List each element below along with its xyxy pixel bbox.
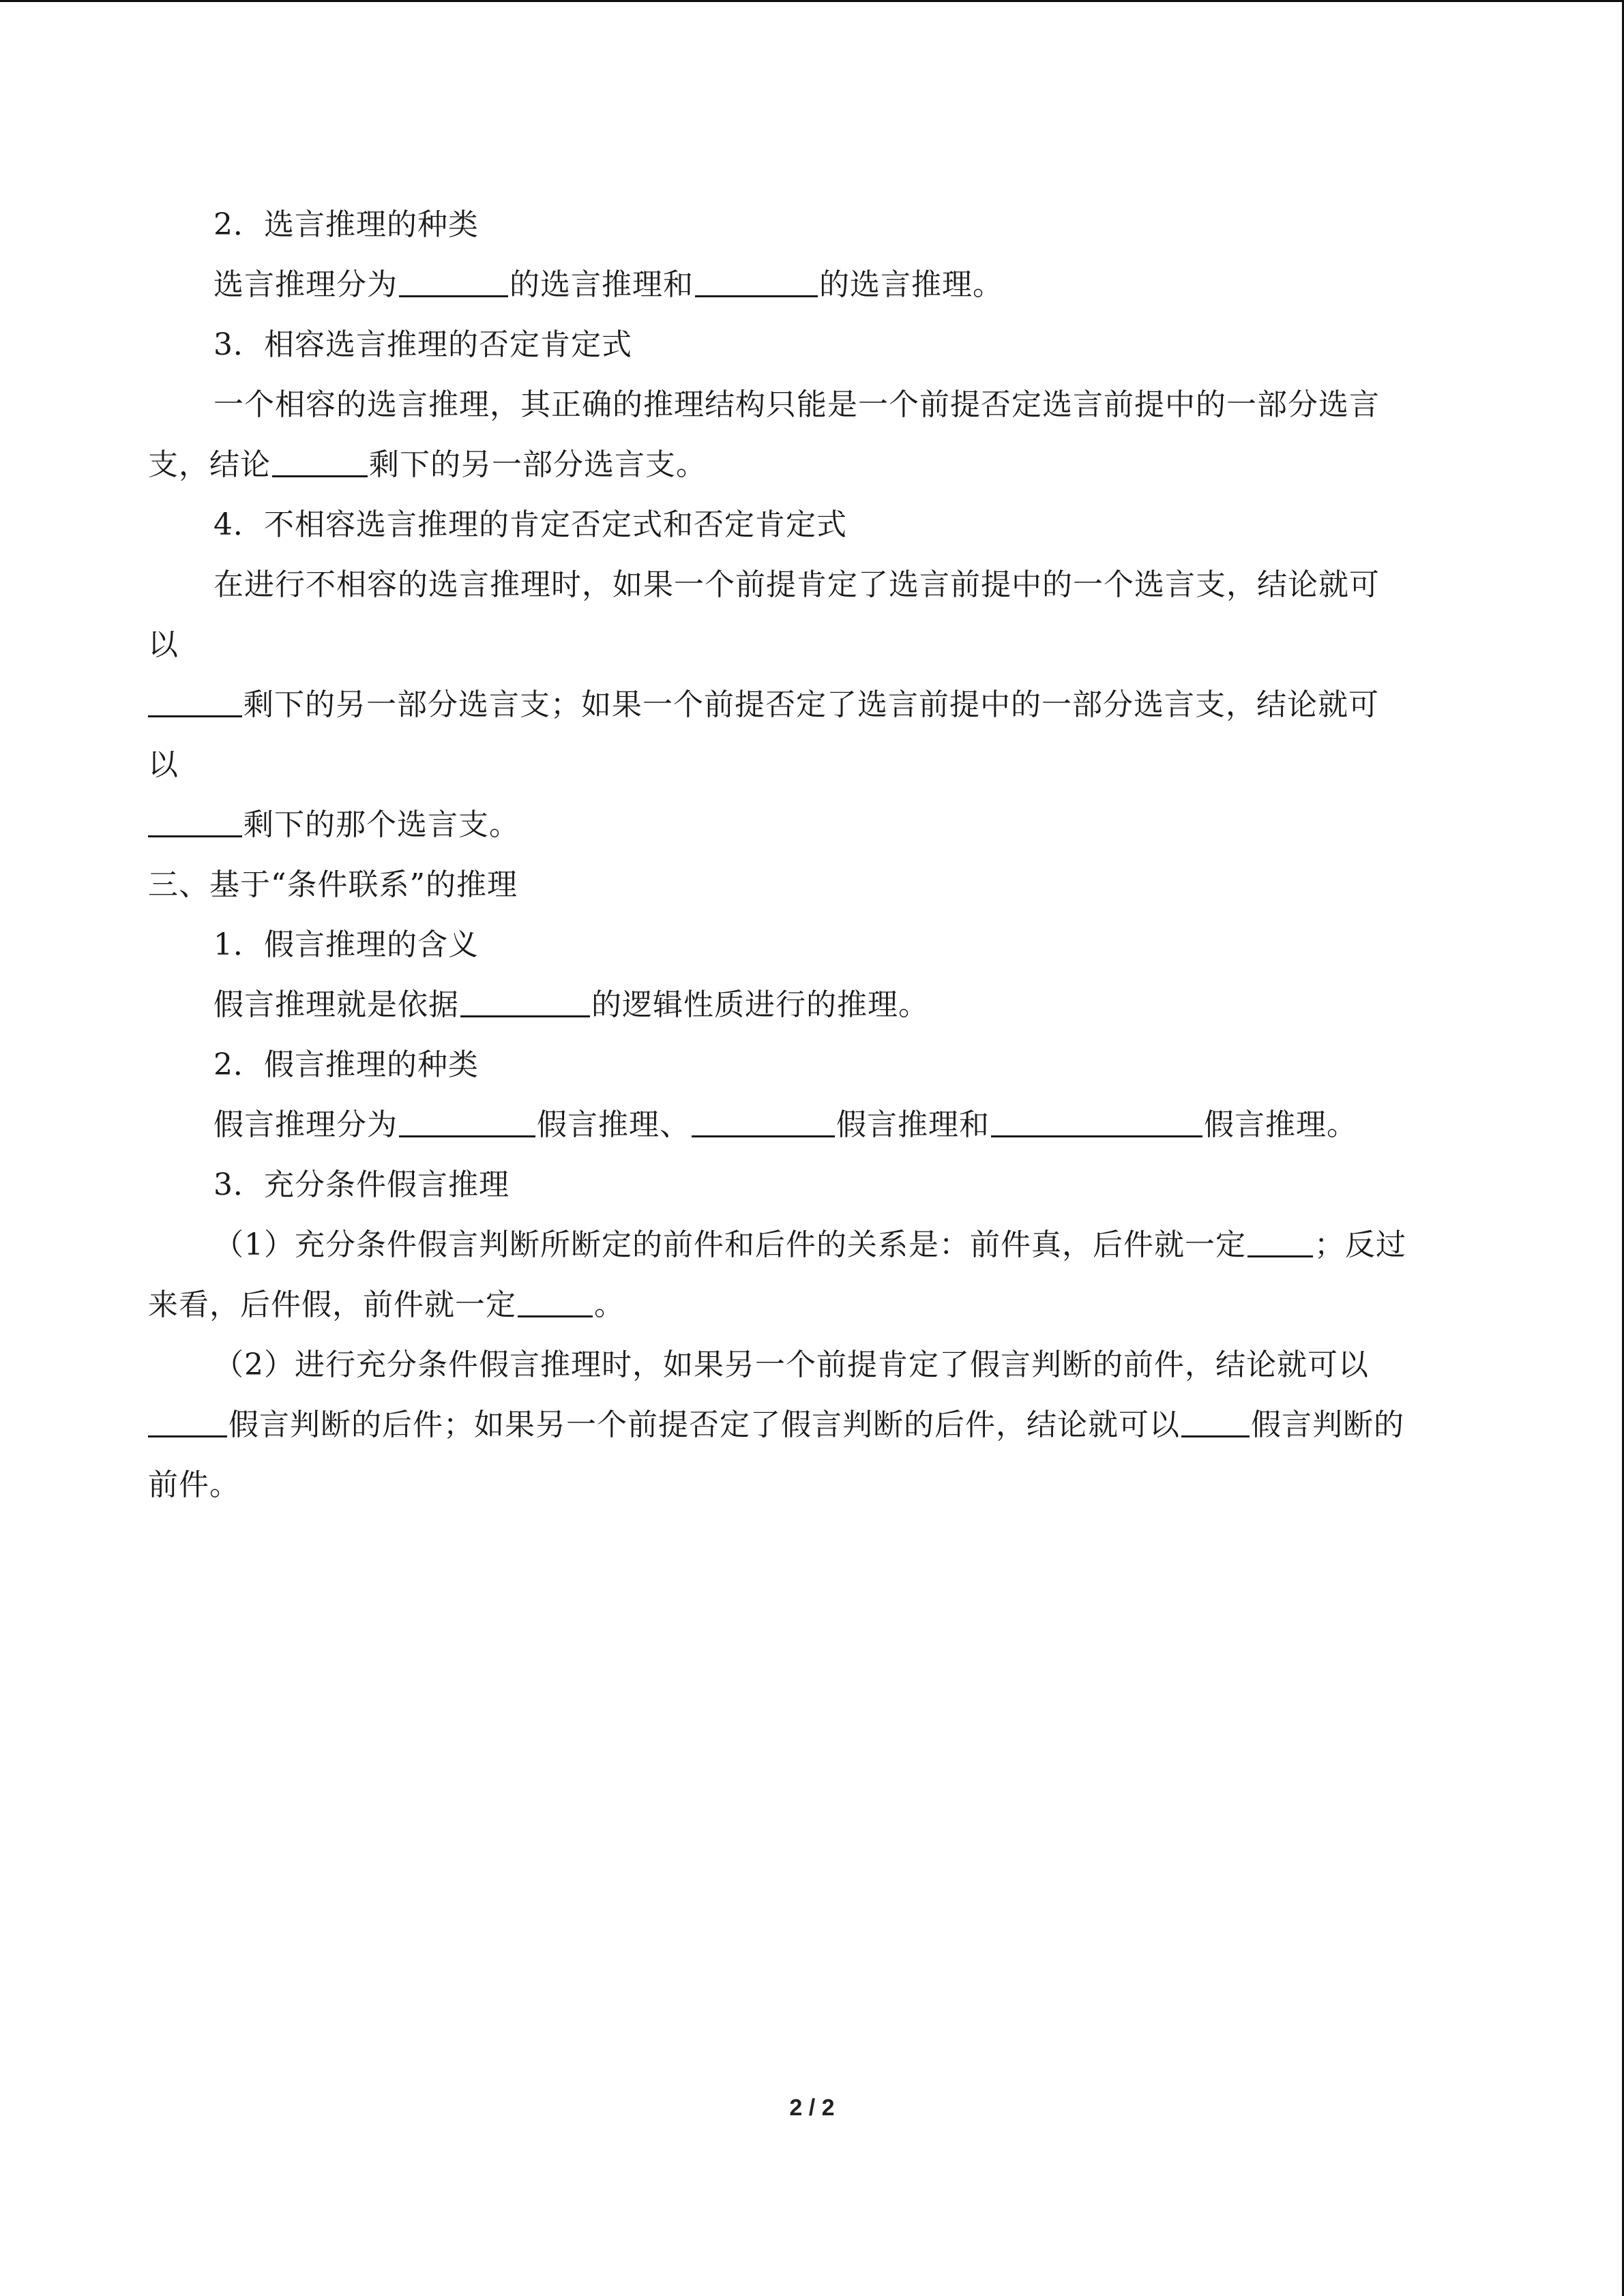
fill-blank[interactable] [460,985,590,1017]
fill-blank[interactable] [399,265,508,297]
heading-4-incompatible: 4．不相容选言推理的肯定否定式和否定肯定式 [213,507,847,542]
heading-3-sufficient-condition: 3．充分条件假言推理 [213,1167,510,1202]
heading-1-hypothetical-meaning: 1．假言推理的含义 [213,927,479,962]
fill-blank[interactable] [148,685,242,717]
paragraph-incompatible-line4: 以 [148,747,179,782]
heading-2-disjunctive-types: 2．选言推理的种类 [213,207,479,242]
fill-blank[interactable] [518,1285,593,1317]
paragraph-incompatible-line5: 剩下的那个选言支。 [148,805,520,846]
fill-blank[interactable] [1181,1405,1250,1437]
fill-blank[interactable] [148,805,242,837]
heading-3-compatible-negation: 3．相容选言推理的否定肯定式 [213,327,632,362]
page-top-border [0,0,1624,2]
paragraph-incompatible-line2: 以 [148,627,179,662]
fill-blank[interactable] [399,1105,535,1137]
paragraph-sufficient-1-line1: （1）充分条件假言判断所断定的前件和后件的关系是：前件真，后件就一定 ；反过 [213,1225,1406,1266]
paragraph-sufficient-1-line2: 来看，后件假，前件就一定 。 [148,1285,625,1326]
paragraph-incompatible-line1: 在进行不相容的选言推理时，如果一个前提肯定了选言前提中的一个选言支，结论就可 [213,567,1380,602]
paragraph-incompatible-line3: 剩下的另一部分选言支；如果一个前提否定了选言前提中的一部分选言支，结论就可 [148,685,1379,726]
fill-blank[interactable] [695,265,818,297]
paragraph-sufficient-2-line1: （2）进行充分条件假言推理时，如果另一个前提肯定了假言判断的前件，结论就可以 [213,1347,1369,1382]
page-number: 2 / 2 [789,2095,835,2121]
paragraph-sufficient-2-line3: 前件。 [148,1467,240,1502]
paragraph-disjunctive-types: 选言推理分为 的选言推理和 的选言推理。 [213,265,1003,305]
paragraph-compatible-line2: 支，结论 剩下的另一部分选言支。 [148,445,707,486]
section-3-heading: 三、基于“条件联系”的推理 [148,867,518,902]
paragraph-hypothetical-types: 假言推理分为 假言推理、 假言推理和 假言推理。 [213,1105,1357,1146]
fill-blank[interactable] [1247,1225,1313,1257]
heading-2-hypothetical-types: 2．假言推理的种类 [213,1047,479,1082]
fill-blank[interactable] [272,445,368,477]
fill-blank[interactable] [692,1105,835,1137]
paragraph-compatible-line1: 一个相容的选言推理，其正确的推理结构只能是一个前提否定选言前提中的一部分选言 [213,387,1380,422]
paragraph-hypothetical-meaning: 假言推理就是依据 的逻辑性质进行的推理。 [213,985,929,1026]
paragraph-sufficient-2-line2: 假言判断的后件；如果另一个前提否定了假言判断的后件，结论就可以 假言判断的 [148,1405,1404,1446]
fill-blank[interactable] [991,1105,1202,1137]
fill-blank[interactable] [148,1405,227,1437]
